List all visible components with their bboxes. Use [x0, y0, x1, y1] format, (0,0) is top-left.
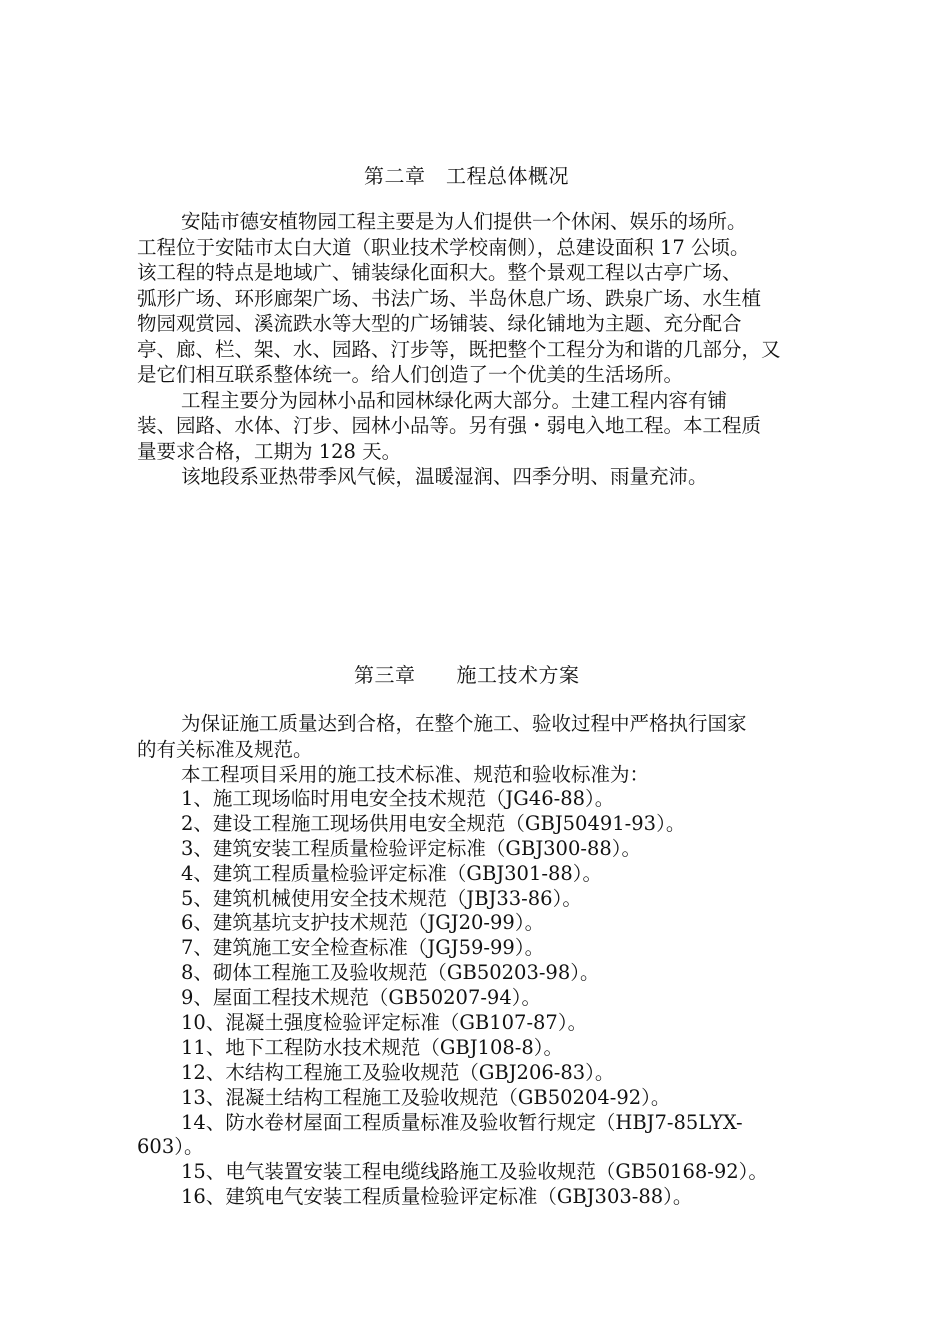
list-item: 7、建筑施工安全检查标准（JGJ59-99）。	[181, 936, 545, 960]
paragraph-line: 工程主要分为园林小品和园林绿化两大部分。土建工程内容有铺	[181, 388, 728, 412]
paragraph-line: 工程位于安陆市太白大道（职业技术学校南侧），总建设面积 17 公顷。	[137, 235, 750, 259]
paragraph-line: 物园观赏园、溪流跌水等大型的广场铺装、绿化铺地为主题、充分配合	[137, 312, 742, 335]
list-item: 2、建设工程施工现场供用电安全规范（GBJ50491-93）。	[181, 811, 686, 835]
paragraph-line: 为保证施工质量达到合格，在整个施工、验收过程中严格执行国家	[181, 712, 747, 735]
standards-list	[137, 787, 861, 1210]
list-item: 1、施工现场临时用电安全技术规范（JG46-88）。	[181, 787, 615, 810]
list-item: 6、建筑基坑支护技术规范（JGJ20-99）。	[181, 911, 545, 935]
paragraph-line: 量要求合格，工期为 128 天。	[137, 439, 402, 463]
chapter-3-intro	[137, 711, 827, 788]
paragraph-line: 该地段系亚热带季风气候，温暖湿润、四季分明、雨量充沛。	[181, 465, 708, 488]
list-item-continuation: 603）。	[137, 1135, 204, 1159]
paragraph-line: 本工程项目采用的施工技术标准、规范和验收标准为：	[181, 763, 650, 786]
paragraph-line: 弧形广场、环形廊架广场、书法广场、半岛休息广场、跌泉广场、水生植	[137, 286, 762, 310]
paragraph-line: 安陆市德安植物园工程主要是为人们提供一个休闲、娱乐的场所。	[181, 210, 747, 233]
list-item: 15、电气装置安装工程电缆线路施工及验收规范（GB50168-92）。	[181, 1160, 768, 1184]
chapter-2-body	[137, 209, 827, 490]
paragraph-line: 该工程的特点是地域广、铺装绿化面积大。整个景观工程以古亭广场、	[137, 261, 742, 284]
list-item: 10、混凝土强度检验评定标准（GB107-87）。	[181, 1011, 588, 1035]
paragraph-line: 的有关标准及规范。	[137, 737, 313, 761]
paragraph-line: 是它们相互联系整体统一。给人们创造了一个优美的生活场所。	[137, 363, 684, 386]
paragraph-line: 亭、廊、栏、架、水、园路、汀步等，既把整个工程分为和谐的几部分，又	[137, 337, 781, 361]
list-item: 14、防水卷材屋面工程质量标准及验收暂行规定（HBJ7-85LYX-	[181, 1110, 743, 1134]
list-item: 8、砌体工程施工及验收规范（GB50203-98）。	[181, 961, 600, 985]
list-item: 12、木结构工程施工及验收规范（GBJ206-83）。	[181, 1060, 615, 1084]
list-item: 4、建筑工程质量检验评定标准（GBJ301-88）。	[181, 861, 603, 885]
chapter-3-title: 第三章 施工技术方案	[354, 663, 580, 687]
list-item: 9、屋面工程技术规范（GB50207-94）。	[181, 986, 541, 1010]
paragraph-line: 装、园路、水体、汀步、园林小品等。另有强・弱电入地工程。本工程质	[137, 414, 762, 437]
list-item: 3、建筑安装工程质量检验评定标准（GBJ300-88）。	[181, 836, 642, 860]
list-item: 11、地下工程防水技术规范（GBJ108-8）。	[181, 1035, 564, 1059]
list-item: 16、建筑电气安装工程质量检验评定标准（GBJ303-88）。	[181, 1185, 693, 1209]
list-item: 5、建筑机械使用安全技术规范（JBJ33-86）。	[181, 886, 582, 910]
list-item: 13、混凝土结构工程施工及验收规范（GB50204-92）。	[181, 1085, 671, 1109]
chapter-2-title: 第二章 工程总体概况	[364, 164, 569, 188]
